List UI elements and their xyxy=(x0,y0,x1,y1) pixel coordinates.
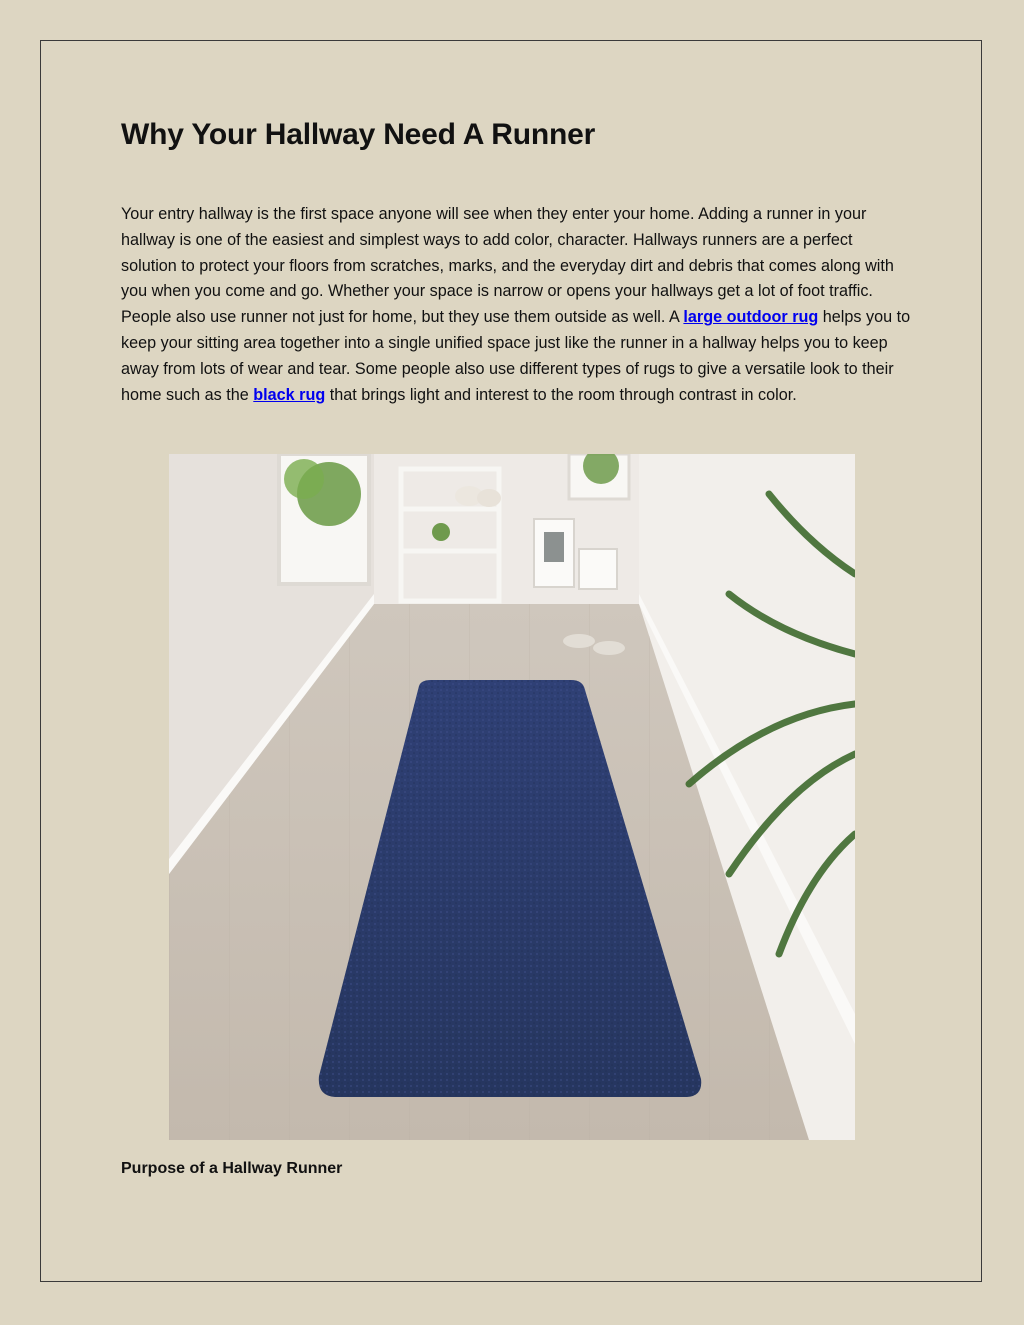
article-paragraph xyxy=(121,202,911,408)
section-subheading: Purpose of a Hallway Runner xyxy=(121,1160,343,1177)
black-rug-link[interactable]: black rug xyxy=(253,385,326,404)
article-title: Why Your Hallway Need A Runner xyxy=(121,118,596,151)
large-outdoor-rug-link[interactable]: large outdoor rug xyxy=(683,308,819,327)
paragraph-text: that brings light and interest to the room through contrast in color. xyxy=(325,385,797,404)
hallway-runner-photo xyxy=(169,454,855,1140)
paragraph-text: Your entry hallway is the first space anyone will see when they enter your home. Adding a runner in your hallway is one of the easiest and simplest ways to add color, character. Hallways runners are a perfect solution to protect your floors from scratches, marks, and the everyday dirt and debris that comes along with you when you come and go. Whether your space is narrow or opens your hallways get a lot of foot traffic. People also use runner not just for home, but they use them outside as well. A xyxy=(121,205,894,327)
paragraph-text: helps you to keep your sitting area together into a single unified space just like the runner in a hallway helps you to keep away from lots of wear and tear. Some people also use different types of rugs to give a versatile look to their home such as the xyxy=(121,308,911,404)
